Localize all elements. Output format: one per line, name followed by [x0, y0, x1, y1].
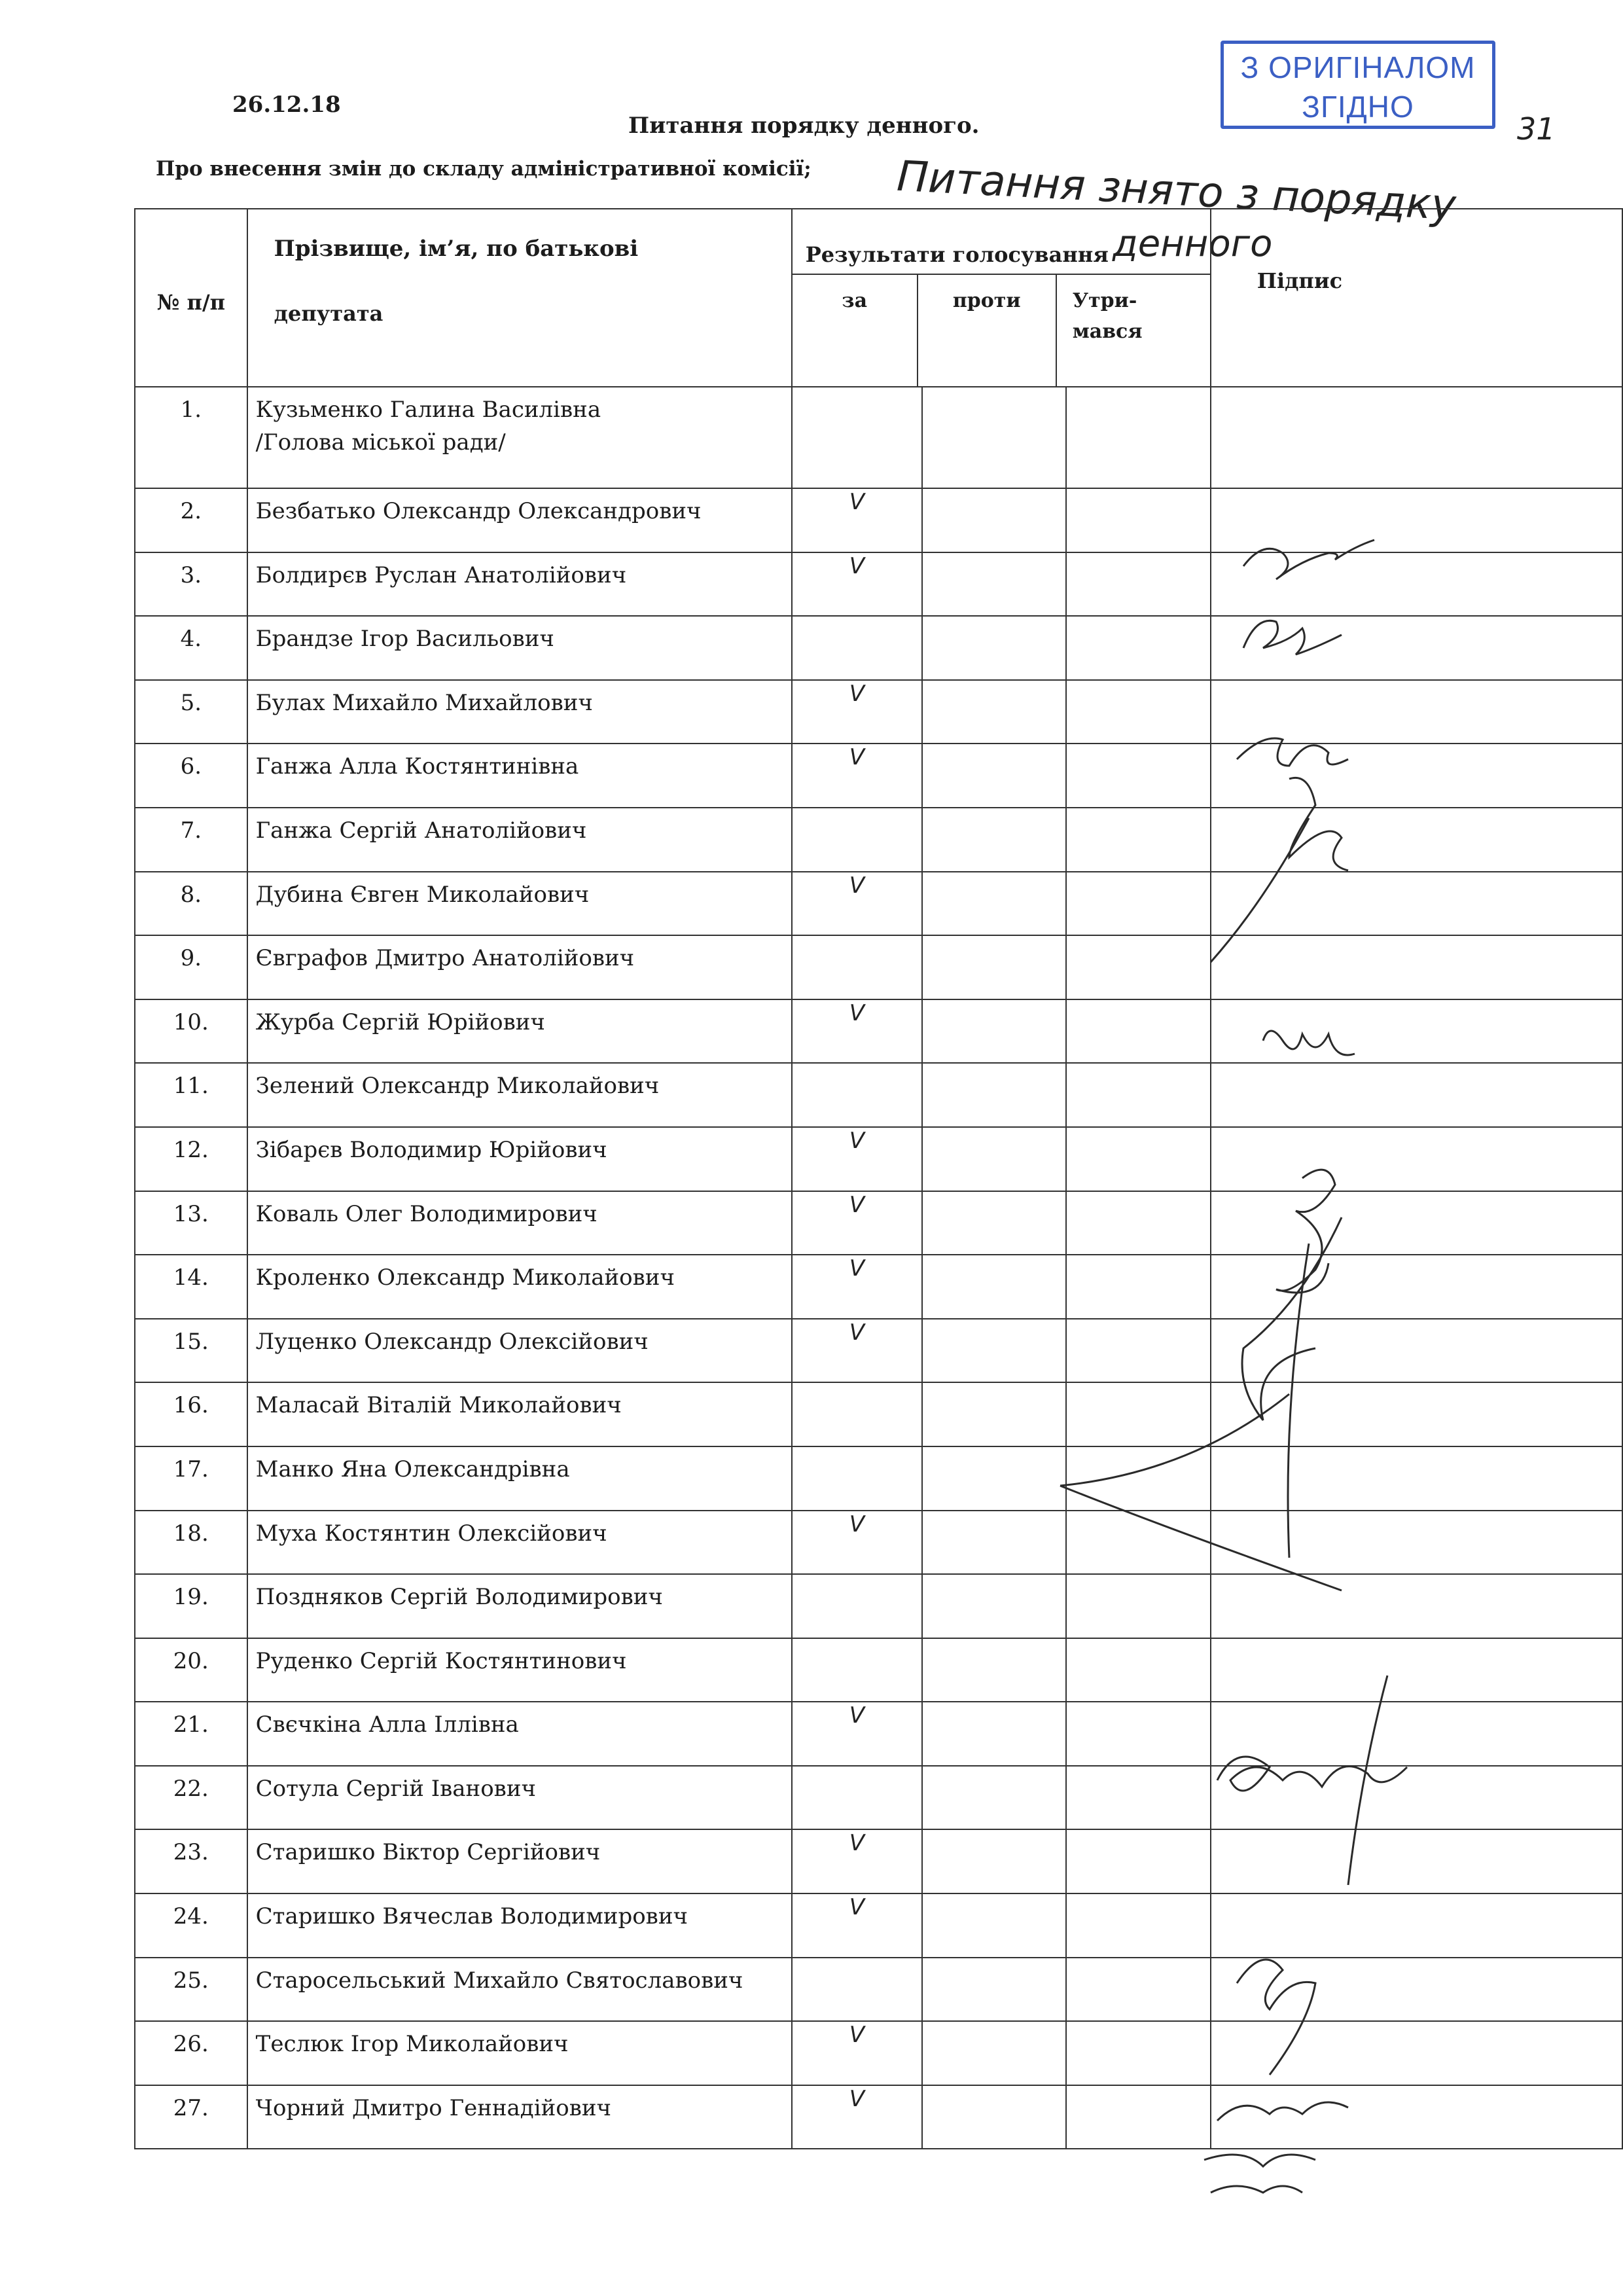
deputy-name-text: Свєчкіна Алла Іллівна — [255, 1712, 519, 1738]
header-signature: Підпис — [1211, 209, 1622, 387]
deputy-name-text: Манко Яна Олександрівна — [255, 1456, 570, 1482]
vote-for-cell: V — [792, 1893, 922, 1958]
row-number: 3. — [135, 552, 247, 617]
row-number: 7. — [135, 808, 247, 872]
deputy-name-text: Зібарєв Володимир Юрійович — [255, 1136, 607, 1163]
signature-17 — [1060, 1394, 1342, 1590]
row-number: 27. — [135, 2085, 247, 2149]
deputy-name-text: Чорний Дмитро Геннадійович — [255, 2094, 612, 2121]
deputy-name-text: Брандзе Ігор Васильович — [255, 626, 554, 653]
deputy-name-text: Дубина Євген Миколайович — [255, 881, 590, 908]
signature-3 — [1243, 620, 1342, 655]
header-abstain-line-2: мався — [1072, 320, 1143, 343]
deputy-name-text: Журба Сергій Юрійович — [255, 1009, 545, 1035]
row-number: 9. — [135, 935, 247, 999]
signature-27 — [1204, 2102, 1348, 2193]
row-number: 4. — [135, 616, 247, 680]
deputy-name-text: Булах Михайло Михайлович — [255, 689, 593, 716]
margin-page-number: 31 — [1517, 111, 1556, 147]
agenda-item: Про внесення змін до складу адміністративної комісії; — [156, 157, 812, 181]
header-name-line-1: Прізвище, ім’я, по батькові — [274, 236, 639, 262]
row-number: 5. — [135, 680, 247, 744]
deputy-name-text: Маласай Віталій Миколайович — [255, 1392, 622, 1419]
vote-for-cell: V — [792, 488, 922, 552]
deputy-name-text: Болдирєв Руслан Анатолійович — [255, 562, 627, 588]
agenda-heading: Питання порядку денного. — [628, 113, 980, 139]
deputy-name-text: Луценко Олександр Олексійович — [255, 1328, 649, 1355]
stamp-line-2: ЗГІДНО — [1302, 90, 1414, 124]
header-for: за — [793, 275, 918, 386]
document-date: 26.12.18 — [232, 92, 341, 118]
deputy-name-text: Ганжа Сергій Анатолійович — [255, 817, 587, 844]
header-name-line-2: депутата — [274, 301, 383, 326]
row-number: 20. — [135, 1638, 247, 1702]
header-against: проти — [918, 275, 1057, 386]
header-number: № п/п — [135, 209, 247, 387]
vote-for-cell: V — [792, 872, 922, 936]
vote-for-cell: V — [792, 1702, 922, 1766]
vote-for-cell: V — [792, 1255, 922, 1319]
signature-7 — [1211, 778, 1348, 962]
stamp-line-1: З ОРИГІНАЛОМ — [1240, 50, 1476, 84]
deputy-name-text: Євграфов Дмитро Анатолійович — [255, 945, 635, 972]
deputy-name-text: Кузьменко Галина Василівна — [255, 397, 601, 423]
deputy-name-text: Муха Костянтин Олексійович — [255, 1520, 607, 1547]
row-number: 23. — [135, 1829, 247, 1893]
signature-21-22 — [1217, 1676, 1407, 1885]
row-number: 15. — [135, 1319, 247, 1383]
deputy-name-text: Ганжа Алла Костянтинівна — [255, 753, 579, 780]
vote-for-cell: V — [792, 1511, 922, 1575]
deputy-name-text: Сотула Сергій Іванович — [255, 1775, 536, 1802]
signature-10 — [1263, 1031, 1355, 1055]
row-number: 19. — [135, 1574, 247, 1638]
vote-for-cell: V — [792, 744, 922, 808]
deputy-name-text: Зелений Олександр Миколайович — [255, 1073, 660, 1100]
vote-for-cell: V — [792, 999, 922, 1064]
row-number: 25. — [135, 1958, 247, 2022]
vote-for-cell: V — [792, 552, 922, 617]
signature-2 — [1243, 540, 1374, 579]
vote-for-cell: V — [792, 680, 922, 744]
row-number: 21. — [135, 1702, 247, 1766]
row-number: 8. — [135, 872, 247, 936]
signature-12-13 — [1276, 1170, 1335, 1293]
vote-for-cell: V — [792, 2085, 922, 2149]
vote-for-cell: V — [792, 2021, 922, 2085]
row-number: 17. — [135, 1446, 247, 1511]
deputy-name-text: Кроленко Олександр Миколайович — [255, 1265, 675, 1291]
deputy-name-text: Старишко Віктор Сергійович — [255, 1839, 601, 1866]
deputy-name-text: Руденко Сергій Костянтинович — [255, 1647, 627, 1674]
deputy-position-text: /Голова міської ради/ — [255, 429, 506, 456]
row-number: 18. — [135, 1511, 247, 1575]
handwritten-note-line-2: денного — [1113, 223, 1273, 265]
vote-for-cell: V — [792, 1191, 922, 1255]
signature-6 — [1237, 738, 1348, 766]
header-abstain-line-1: Утри- — [1072, 289, 1137, 312]
row-number: 22. — [135, 1766, 247, 1830]
vote-for-cell: V — [792, 1127, 922, 1191]
row-number: 1. — [135, 387, 247, 488]
row-number: 16. — [135, 1382, 247, 1446]
vote-for-cell: V — [792, 1319, 922, 1383]
row-number: 2. — [135, 488, 247, 552]
signature-24-25 — [1237, 1960, 1315, 2075]
deputy-name-text: Теслюк Ігор Миколайович — [255, 2031, 569, 2058]
row-number: 12. — [135, 1127, 247, 1191]
deputy-name-text: Поздняков Сергій Володимирович — [255, 1584, 663, 1611]
row-number: 6. — [135, 744, 247, 808]
row-number: 26. — [135, 2021, 247, 2085]
row-number: 10. — [135, 999, 247, 1064]
row-number: 24. — [135, 1893, 247, 1958]
deputy-name-text: Коваль Олег Володимирович — [255, 1200, 597, 1227]
row-number: 14. — [135, 1255, 247, 1319]
header-results-title: Результати голосування — [793, 209, 1210, 275]
deputy-name-text: Старосельський Михайло Святославович — [255, 1967, 743, 1994]
row-number: 11. — [135, 1063, 247, 1127]
vote-for-cell: V — [792, 1829, 922, 1893]
row-number: 13. — [135, 1191, 247, 1255]
handwritten-note-line-1: Питання знято з порядку — [895, 152, 1457, 230]
deputy-name-text: Старишко Вячеслав Володимирович — [255, 1903, 688, 1930]
deputy-name-text: Безбатько Олександр Олександрович — [255, 498, 702, 524]
